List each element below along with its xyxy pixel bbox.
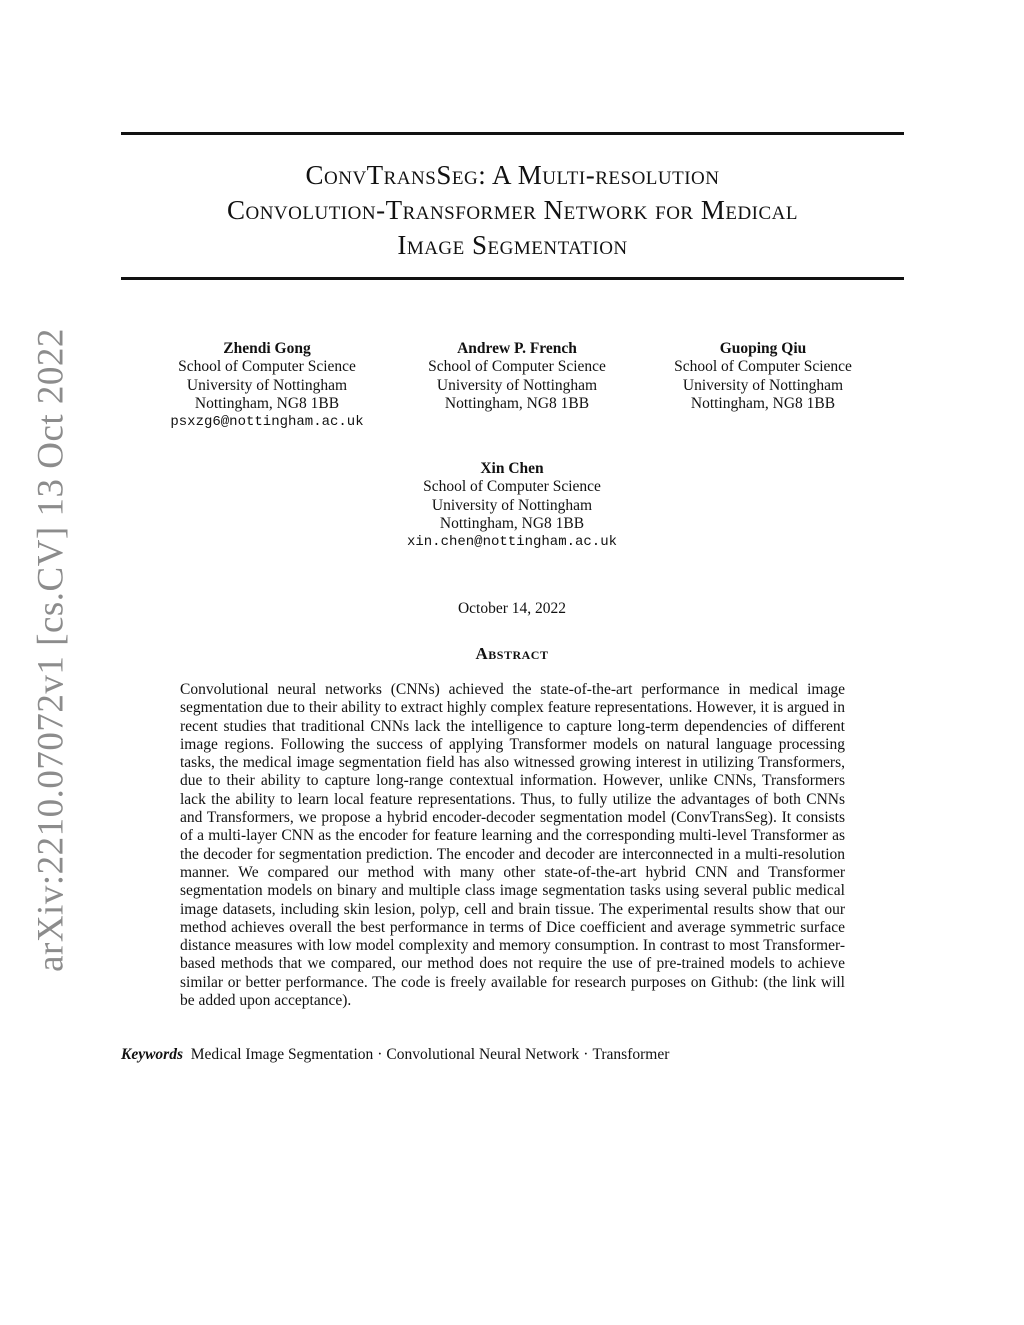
author-department: School of Computer Science <box>428 358 606 376</box>
author-name: Guoping Qiu <box>719 340 807 357</box>
author-city: Nottingham, NG8 1BB <box>690 394 836 412</box>
title-bottom-rule <box>121 277 904 280</box>
title-line: ConvTransSeg: A Multi-resolution <box>305 160 720 190</box>
keyword-item: Convolutional Neural Network <box>386 1046 580 1063</box>
keyword-separator: · <box>377 1046 383 1063</box>
author-university: University of Nottingham <box>436 376 598 394</box>
keyword-item: Transformer <box>592 1046 670 1063</box>
author-department: School of Computer Science <box>178 358 356 376</box>
arxiv-identifier-stamp: arXiv:2210.07072v1 [cs.CV] 13 Oct 2022 <box>30 328 72 972</box>
author-block <box>387 340 647 413</box>
title-top-rule <box>121 132 904 135</box>
author-name: Xin Chen <box>480 460 544 477</box>
author-university: University of Nottingham <box>682 376 844 394</box>
author-block <box>137 340 397 431</box>
title-line: Convolution-Transformer Network for Medical <box>226 195 799 225</box>
abstract-heading: Abstract <box>475 644 549 663</box>
keywords-label: Keywords <box>121 1046 183 1063</box>
author-city: Nottingham, NG8 1BB <box>194 394 340 412</box>
author-name: Zhendi Gong <box>223 340 311 357</box>
author-city: Nottingham, NG8 1BB <box>444 394 590 412</box>
publication-date: October 14, 2022 <box>457 600 567 617</box>
author-email[interactable]: psxzg6@nottingham.ac.uk <box>170 414 364 431</box>
author-block <box>633 340 893 413</box>
author-block <box>382 460 642 551</box>
author-name: Andrew P. French <box>457 340 577 357</box>
author-department: School of Computer Science <box>423 478 601 496</box>
abstract-text: Convolutional neural networks (CNNs) achieved the state-of-the-art performance in medical image segmentation due to their ability to extract highly complex feature representations. However, it is argued in recent studies that traditional CNNs lack the intelligence to capture long-term dependencies of different image regions. Following the success of applying Transformer models on natural language processing tasks, the medical image segmentation field has also witnessed growing interest in utilizing Transformers, due to their ability to capture long-range contextual information. However, unlike CNNs, Transformers lack the ability to learn local feature representations. Thus, to fully utilize the advantages of both CNNs and Transformers, we propose a hybrid encoder-decoder segmentation model (ConvTransSeg). It consists of a multi-layer CNN as the encoder for feature learning and the corresponding multi-level Transformer as the decoder for segmentation prediction. The encoder and decoder are interconnected in a multi-resolution manner. We compared our method with many other state-of-the-art hybrid CNN and Transformer segmentation models on binary and multiple class image segmentation tasks using several public medical image datasets, including skin lesion, polyp, cell and brain tissue. The experimental results show that our method achieves overall the best performance in terms of Dice coefficient and average symmetric surface distance measures with low model complexity and memory consumption. In contrast to most Transformer-based methods that we compared, our method does not require the use of pre-trained models to achieve similar or better performance. The code is freely available for research purposes on Github: (the link will be added upon acceptance). <box>180 681 845 1010</box>
title-line: Image Segmentation <box>397 230 628 260</box>
keywords-line <box>121 1046 904 1064</box>
paper-title <box>121 158 904 263</box>
author-department: School of Computer Science <box>674 358 852 376</box>
author-university: University of Nottingham <box>431 496 593 514</box>
author-city: Nottingham, NG8 1BB <box>439 514 585 532</box>
keyword-separator: · <box>583 1046 589 1063</box>
author-email[interactable]: xin.chen@nottingham.ac.uk <box>406 534 618 551</box>
keyword-item: Medical Image Segmentation <box>190 1046 374 1063</box>
author-university: University of Nottingham <box>186 376 348 394</box>
